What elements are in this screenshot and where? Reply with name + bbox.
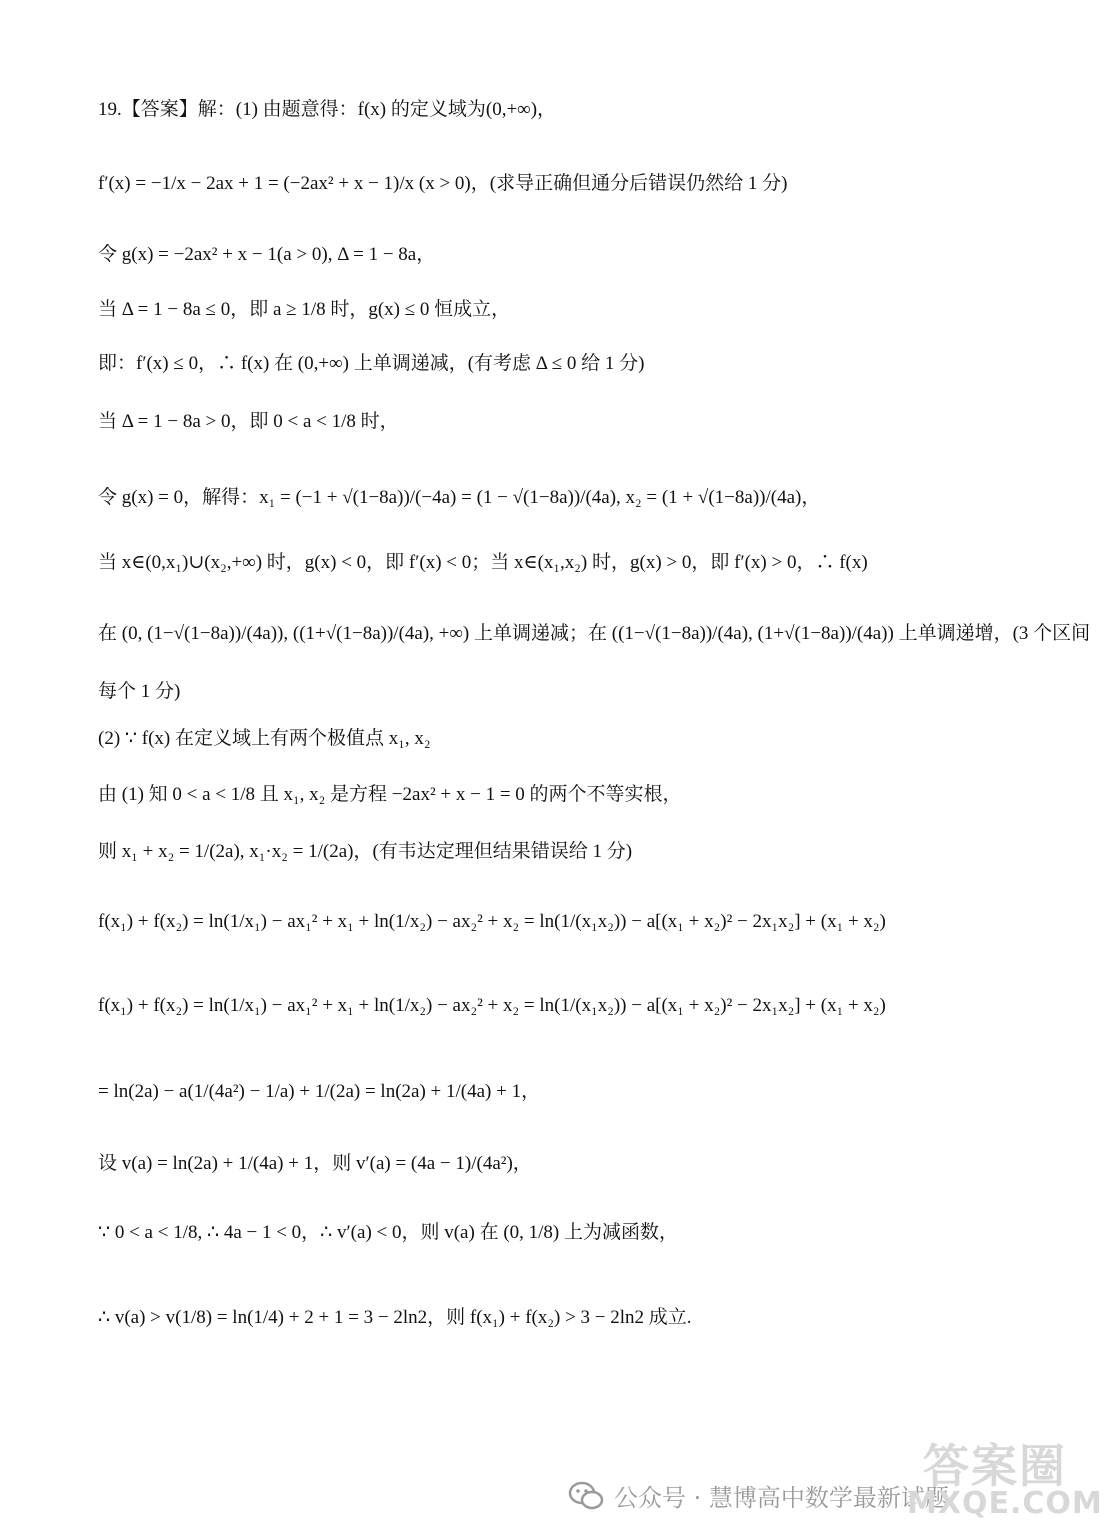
part2-heading: (2) ∵ f(x) 在定义域上有两个极值点 x₁, x₂ — [98, 728, 431, 749]
define-v-line: 设 v(a) = ln(2a) + 1/(4a) + 1，则 v′(a) = (4a − 1)/(4a²)， — [98, 1153, 532, 1174]
watermark-logo — [905, 1430, 1103, 1525]
sum-expansion-line-1: f(x₁) + f(x₂) = ln(1/x₁) − ax₁² + x₁ + ln(1/x₂) − ax₂² + x₂ = ln(1/(x₁x₂)) − a[(x₁ + x₂)² − 2x₁x₂] + (x₁ + x₂) — [98, 911, 886, 932]
wechat-icon — [568, 1480, 604, 1512]
intervals-score-line: 每个 1 分) — [98, 681, 181, 702]
roots-line: 令 g(x) = 0，解得：x₁ = (−1 + √(1−8a))/(−4a) = (1 − √(1−8a))/(4a), x₂ = (1 + √(1−8a))/(4a)， — [98, 487, 821, 508]
roots-condition-line: 由 (1) 知 0 < a < 1/8 且 x₁, x₂ 是方程 −2ax² + x − 1 = 0 的两个不等实根， — [98, 784, 682, 805]
case-delta-positive: 当 Δ = 1 − 8a > 0，即 0 < a < 1/8 时， — [98, 411, 399, 432]
vieta-line: 则 x₁ + x₂ = 1/(2a), x₁·x₂ = 1/(2a)，(有韦达定理但结果错误给 1 分) — [98, 841, 633, 862]
sum-simplified-line: = ln(2a) − a(1/(4a²) − 1/a) + 1/(2a) = ln(2a) + 1/(4a) + 1， — [98, 1081, 541, 1102]
intervals-line: 在 (0, (1−√(1−8a))/(4a)), ((1+√(1−8a))/(4a), +∞) 上单调递减；在 ((1−√(1−8a))/(4a), (1+√(1−8a))/(4a)) 上单调递增，(3 个区间 — [98, 623, 1091, 644]
derivative-line: f′(x) = −1/x − 2ax + 1 = (−2ax² + x − 1)/x (x > 0)，(求导正确但通分后错误仍然给 1 分) — [98, 173, 788, 194]
v-decreasing-line: ∵ 0 < a < 1/8, ∴ 4a − 1 < 0，∴ v′(a) < 0，则 v(a) 在 (0, 1/8) 上为减函数， — [98, 1222, 679, 1243]
watermark-logo-bottom: MXQE.COM — [907, 1486, 1103, 1521]
sum-expansion-line-2: f(x₁) + f(x₂) = ln(1/x₁) − ax₁² + x₁ + ln(1/x₂) − ax₂² + x₂ = ln(1/(x₁x₂)) − a[(x₁ + x₂)² − 2x₁x₂] + (x₁ + x₂) — [98, 995, 886, 1016]
monotone-decreasing-line: 即：f′(x) ≤ 0，∴ f(x) 在 (0,+∞) 上单调递减，(有考虑 Δ ≤ 0 给 1 分) — [98, 353, 645, 374]
case-delta-nonpositive: 当 Δ = 1 − 8a ≤ 0，即 a ≥ 1/8 时，g(x) ≤ 0 恒成立， — [98, 299, 511, 320]
sign-analysis-line: 当 x∈(0,x₁)∪(x₂,+∞) 时，g(x) < 0，即 f′(x) < 0；当 x∈(x₁,x₂) 时，g(x) > 0，即 f′(x) > 0，∴ f(x) — [98, 552, 868, 573]
conclusion-line: ∴ v(a) > v(1/8) = ln(1/4) + 2 + 1 = 3 − 2ln2，则 f(x₁) + f(x₂) > 3 − 2ln2 成立. — [98, 1307, 692, 1328]
watermark — [568, 1478, 949, 1513]
watermark-text: 公众号 · 慧博高中数学最新试题 — [614, 1484, 949, 1512]
watermark-logo-top: 答案圈 — [923, 1439, 1067, 1493]
define-g-line: 令 g(x) = −2ax² + x − 1(a > 0), Δ = 1 − 8a， — [98, 244, 436, 265]
answer-heading: 19.【答案】解：(1) 由题意得：f(x) 的定义域为(0,+∞)， — [98, 99, 557, 120]
